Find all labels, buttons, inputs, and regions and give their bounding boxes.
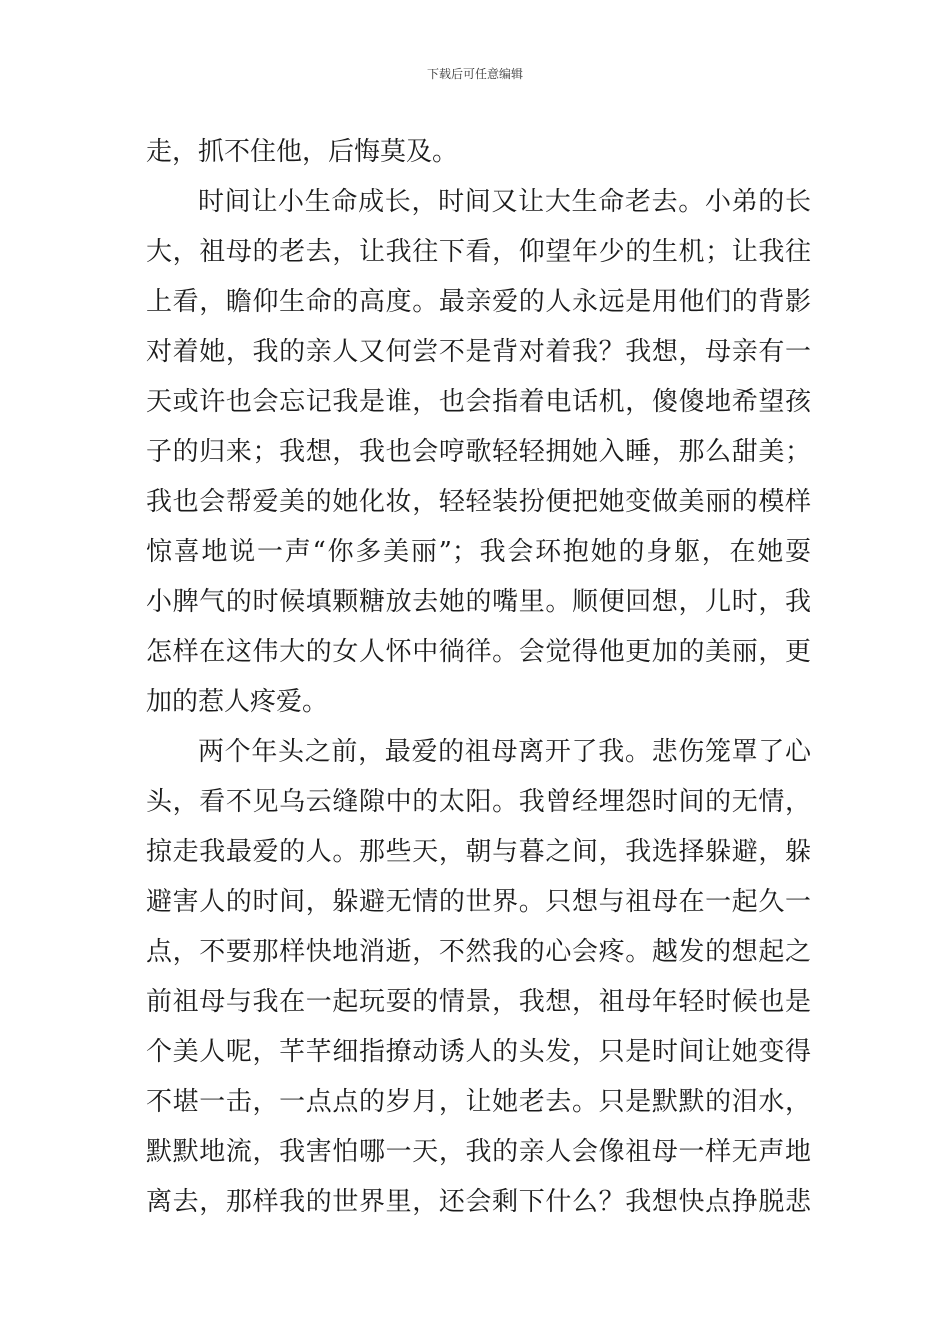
text-line: 掠走我最爱的人。那些天，朝与暮之间，我选择躲避，躲 bbox=[146, 837, 811, 867]
text-line: 天或许也会忘记我是谁，也会指着电话机，傻傻地希望孩 bbox=[146, 387, 811, 417]
text-line: 小脾气的时候填颗糖放去她的嘴里。顺便回想，儿时，我 bbox=[146, 587, 811, 617]
text-line: 不堪一击，一点点的岁月，让她老去。只是默默的泪水， bbox=[146, 1087, 811, 1117]
text-line: 头，看不见乌云缝隙中的太阳。我曾经埋怨时间的无情， bbox=[146, 787, 811, 817]
page-header-note: 下载后可任意编辑 bbox=[426, 67, 523, 81]
text-line: 我也会帮爱美的她化妆，轻轻装扮便把她变做美丽的模样 bbox=[146, 487, 811, 517]
text-line: 惊喜地说一声“你多美丽”；我会环抱她的身躯，在她耍 bbox=[146, 537, 811, 567]
document-body bbox=[146, 127, 811, 1227]
text-line: 前祖母与我在一起玩耍的情景，我想，祖母年轻时候也是 bbox=[146, 987, 811, 1017]
text-line: 对着她，我的亲人又何尝不是背对着我？我想，母亲有一 bbox=[146, 337, 811, 367]
text-line: 怎样在这伟大的女人怀中徜徉。会觉得他更加的美丽，更 bbox=[146, 637, 811, 667]
text-line: 子的归来；我想，我也会哼歌轻轻拥她入睡，那么甜美； bbox=[146, 437, 811, 467]
text-line: 个美人呢，芊芊细指撩动诱人的头发，只是时间让她变得 bbox=[146, 1037, 811, 1067]
text-line: 默默地流，我害怕哪一天，我的亲人会像祖母一样无声地 bbox=[146, 1137, 811, 1167]
text-line: 上看，瞻仰生命的高度。最亲爱的人永远是用他们的背影 bbox=[146, 287, 811, 317]
text-line: 离去，那样我的世界里，还会剩下什么？我想快点挣脱悲 bbox=[146, 1187, 811, 1217]
paragraph-start-line: 两个年头之前，最爱的祖母离开了我。悲伤笼罩了心 bbox=[198, 737, 811, 767]
text-line: 避害人的时间，躲避无情的世界。只想与祖母在一起久一 bbox=[146, 887, 811, 917]
text-line: 点，不要那样快地消逝，不然我的心会疼。越发的想起之 bbox=[146, 937, 811, 967]
text-line: 走，抓不住他，后悔莫及。 bbox=[146, 137, 459, 167]
text-line: 大，祖母的老去，让我往下看，仰望年少的生机；让我往 bbox=[146, 237, 811, 267]
text-line: 加的惹人疼爱。 bbox=[146, 687, 329, 717]
paragraph-start-line: 时间让小生命成长，时间又让大生命老去。小弟的长 bbox=[198, 187, 811, 217]
